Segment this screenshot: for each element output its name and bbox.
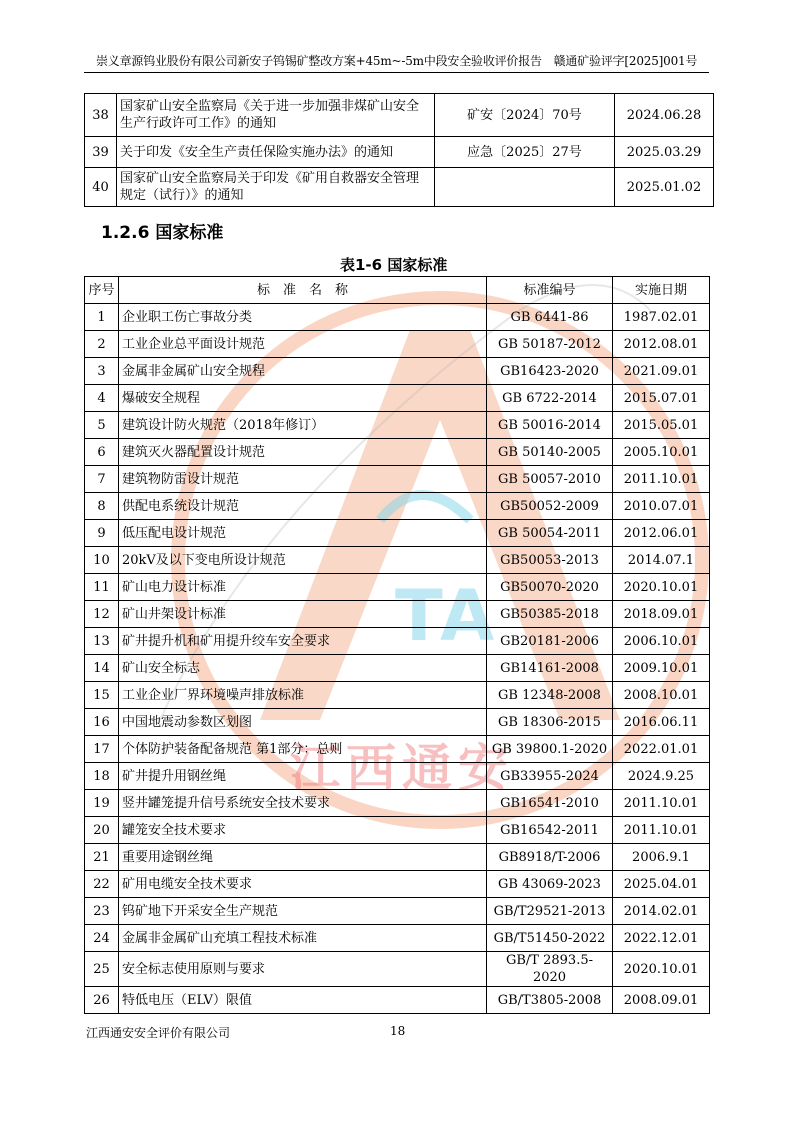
- standard-name: 20kV及以下变电所设计规范: [119, 547, 487, 574]
- standard-date: 2024.9.25: [613, 763, 710, 790]
- standard-date: 2025.04.01: [613, 871, 710, 898]
- table-row: [85, 844, 710, 871]
- standard-name: 罐笼安全技术要求: [119, 817, 487, 844]
- table-row: [85, 574, 710, 601]
- row-number: 3: [85, 358, 119, 385]
- standard-code: GB50385-2018: [487, 601, 613, 628]
- column-header-date: 实施日期: [613, 277, 710, 304]
- standard-date: 2005.10.01: [613, 439, 710, 466]
- table-row: [85, 736, 710, 763]
- standard-name: 矿用电缆安全技术要求: [119, 871, 487, 898]
- standard-code: GB33955-2024: [487, 763, 613, 790]
- standard-code: GB 39800.1-2020: [487, 736, 613, 763]
- table-row: [85, 137, 714, 168]
- svg-text:江西通安: 江西通安: [290, 739, 514, 797]
- standard-date: 2018.09.01: [613, 601, 710, 628]
- row-number: 15: [85, 682, 119, 709]
- standard-name: 企业职工伤亡事故分类: [119, 304, 487, 331]
- standard-date: 2014.07.1: [613, 547, 710, 574]
- table-row: [85, 412, 710, 439]
- regulation-code: [435, 168, 615, 207]
- table-caption: 表1-6 国家标准: [340, 256, 448, 274]
- table-header-row: [85, 277, 710, 304]
- table-row: [85, 925, 710, 952]
- column-header-no: 序号: [85, 277, 119, 304]
- standard-date: 2012.08.01: [613, 331, 710, 358]
- standard-name: 矿山井架设计标准: [119, 601, 487, 628]
- row-number: 39: [85, 137, 117, 168]
- regulation-name: 关于印发《安全生产责任保险实施办法》的通知: [117, 137, 435, 168]
- row-number: 8: [85, 493, 119, 520]
- row-number: 26: [85, 987, 119, 1014]
- standard-date: 2015.07.01: [613, 385, 710, 412]
- row-number: 24: [85, 925, 119, 952]
- row-number: 6: [85, 439, 119, 466]
- standard-name: 爆破安全规程: [119, 385, 487, 412]
- standard-date: 2020.10.01: [613, 952, 710, 987]
- row-number: 17: [85, 736, 119, 763]
- standard-code: GB50053-2013: [487, 547, 613, 574]
- standard-code: GB50052-2009: [487, 493, 613, 520]
- table-row: [85, 898, 710, 925]
- standard-code: GB 6722-2014: [487, 385, 613, 412]
- standard-code: GB50070-2020: [487, 574, 613, 601]
- page-number: 18: [390, 1024, 406, 1038]
- table-row: [85, 331, 710, 358]
- row-number: 7: [85, 466, 119, 493]
- table-row: [85, 817, 710, 844]
- standard-code: GB16423-2020: [487, 358, 613, 385]
- row-number: 19: [85, 790, 119, 817]
- standard-code: GB 50140-2005: [487, 439, 613, 466]
- standard-date: 2011.10.01: [613, 817, 710, 844]
- standard-name: 工业企业总平面设计规范: [119, 331, 487, 358]
- standard-date: 2011.10.01: [613, 466, 710, 493]
- standard-date: 2021.09.01: [613, 358, 710, 385]
- standard-name: 供配电系统设计规范: [119, 493, 487, 520]
- standard-code: GB 50187-2012: [487, 331, 613, 358]
- row-number: 21: [85, 844, 119, 871]
- regulations-table: [84, 93, 714, 207]
- table-row: [85, 682, 710, 709]
- page-header: 崇义章源钨业股份有限公司新安子钨锡矿整改方案+45m~-5m中段安全验收评价报告 赣通矿验评字[2025]001号: [96, 54, 698, 68]
- standard-code: GB 43069-2023: [487, 871, 613, 898]
- standard-date: 2006.9.1: [613, 844, 710, 871]
- standard-date: 2014.02.01: [613, 898, 710, 925]
- table-row: [85, 168, 714, 207]
- standard-code: GB/T51450-2022: [487, 925, 613, 952]
- row-number: 40: [85, 168, 117, 207]
- regulation-name: 国家矿山安全监察局《关于进一步加强非煤矿山安全生产行政许可工作》的通知: [117, 94, 435, 137]
- standard-code: GB 18306-2015: [487, 709, 613, 736]
- table-row: [85, 385, 710, 412]
- table-row: [85, 547, 710, 574]
- regulation-name: 国家矿山安全监察局关于印发《矿用自救器安全管理规定（试行）》的通知: [117, 168, 435, 207]
- row-number: 12: [85, 601, 119, 628]
- row-number: 2: [85, 331, 119, 358]
- standard-name: 建筑灭火器配置设计规范: [119, 439, 487, 466]
- standard-name: 中国地震动参数区划图: [119, 709, 487, 736]
- standard-name: 矿井提升机和矿用提升绞车安全要求: [119, 628, 487, 655]
- table-row: [85, 493, 710, 520]
- standard-date: 2022.12.01: [613, 925, 710, 952]
- standard-name: 特低电压（ELV）限值: [119, 987, 487, 1014]
- regulation-code: 矿安〔2024〕70号: [435, 94, 615, 137]
- row-number: 20: [85, 817, 119, 844]
- standard-code: GB 50054-2011: [487, 520, 613, 547]
- row-number: 13: [85, 628, 119, 655]
- row-number: 22: [85, 871, 119, 898]
- section-title: 1.2.6 国家标准: [101, 223, 224, 243]
- header-rule: [84, 72, 709, 73]
- standard-name: 金属非金属矿山充填工程技术标准: [119, 925, 487, 952]
- table-row: [85, 763, 710, 790]
- table-row: [85, 439, 710, 466]
- standard-date: 2009.10.01: [613, 655, 710, 682]
- standard-name: 低压配电设计规范: [119, 520, 487, 547]
- footer-company: 江西通安安全评价有限公司: [86, 1026, 231, 1040]
- standard-date: 1987.02.01: [613, 304, 710, 331]
- standard-name: 金属非金属矿山安全规程: [119, 358, 487, 385]
- standard-date: 2020.10.01: [613, 574, 710, 601]
- standard-code: GB16542-2011: [487, 817, 613, 844]
- table-row: [85, 987, 710, 1014]
- standard-code: GB/T29521-2013: [487, 898, 613, 925]
- row-number: 1: [85, 304, 119, 331]
- standard-name: 安全标志使用原则与要求: [119, 952, 487, 987]
- standard-name: 重要用途钢丝绳: [119, 844, 487, 871]
- standard-code: GB 6441-86: [487, 304, 613, 331]
- standard-code: GB 50057-2010: [487, 466, 613, 493]
- row-number: 16: [85, 709, 119, 736]
- table-row: [85, 466, 710, 493]
- standard-code: GB 12348-2008: [487, 682, 613, 709]
- row-number: 14: [85, 655, 119, 682]
- standard-code: GB/T 2893.5-2020: [487, 952, 613, 987]
- standard-name: 竖井罐笼提升信号系统安全技术要求: [119, 790, 487, 817]
- standard-date: 2011.10.01: [613, 790, 710, 817]
- standard-name: 矿井提升用钢丝绳: [119, 763, 487, 790]
- row-number: 23: [85, 898, 119, 925]
- regulation-code: 应急〔2025〕27号: [435, 137, 615, 168]
- standard-name: 个体防护装备配备规范 第1部分：总则: [119, 736, 487, 763]
- standard-date: 2008.10.01: [613, 682, 710, 709]
- regulation-date: 2025.03.29: [615, 137, 714, 168]
- table-row: [85, 520, 710, 547]
- table-row: [85, 94, 714, 137]
- table-row: [85, 871, 710, 898]
- row-number: 25: [85, 952, 119, 987]
- row-number: 4: [85, 385, 119, 412]
- table-row: [85, 709, 710, 736]
- table-row: [85, 304, 710, 331]
- table-row: [85, 952, 710, 987]
- table-row: [85, 655, 710, 682]
- standard-date: 2010.07.01: [613, 493, 710, 520]
- column-header-name: 标 准 名 称: [119, 277, 487, 304]
- table-row: [85, 790, 710, 817]
- row-number: 38: [85, 94, 117, 137]
- standard-code: GB 50016-2014: [487, 412, 613, 439]
- standard-code: GB8918/T-2006: [487, 844, 613, 871]
- regulation-date: 2025.01.02: [615, 168, 714, 207]
- column-header-code: 标准编号: [487, 277, 613, 304]
- row-number: 10: [85, 547, 119, 574]
- standard-code: GB20181-2006: [487, 628, 613, 655]
- standard-code: GB14161-2008: [487, 655, 613, 682]
- standard-date: 2006.10.01: [613, 628, 710, 655]
- standard-name: 工业企业厂界环境噪声排放标准: [119, 682, 487, 709]
- row-number: 11: [85, 574, 119, 601]
- standard-code: GB16541-2010: [487, 790, 613, 817]
- standard-date: 2016.06.11: [613, 709, 710, 736]
- standard-date: 2008.09.01: [613, 987, 710, 1014]
- row-number: 5: [85, 412, 119, 439]
- svg-text:A: A: [440, 575, 495, 657]
- table-row: [85, 628, 710, 655]
- standard-date: 2022.01.01: [613, 736, 710, 763]
- standard-name: 矿山安全标志: [119, 655, 487, 682]
- svg-text:T: T: [395, 575, 443, 657]
- standard-name: 钨矿地下开采安全生产规范: [119, 898, 487, 925]
- regulation-date: 2024.06.28: [615, 94, 714, 137]
- standard-date: 2012.06.01: [613, 520, 710, 547]
- standard-name: 建筑物防雷设计规范: [119, 466, 487, 493]
- standard-name: 矿山电力设计标准: [119, 574, 487, 601]
- national-standards-table: [84, 276, 710, 1014]
- table-row: [85, 601, 710, 628]
- row-number: 9: [85, 520, 119, 547]
- table-row: [85, 358, 710, 385]
- standard-code: GB/T3805-2008: [487, 987, 613, 1014]
- standard-date: 2015.05.01: [613, 412, 710, 439]
- row-number: 18: [85, 763, 119, 790]
- standard-name: 建筑设计防火规范（2018年修订）: [119, 412, 487, 439]
